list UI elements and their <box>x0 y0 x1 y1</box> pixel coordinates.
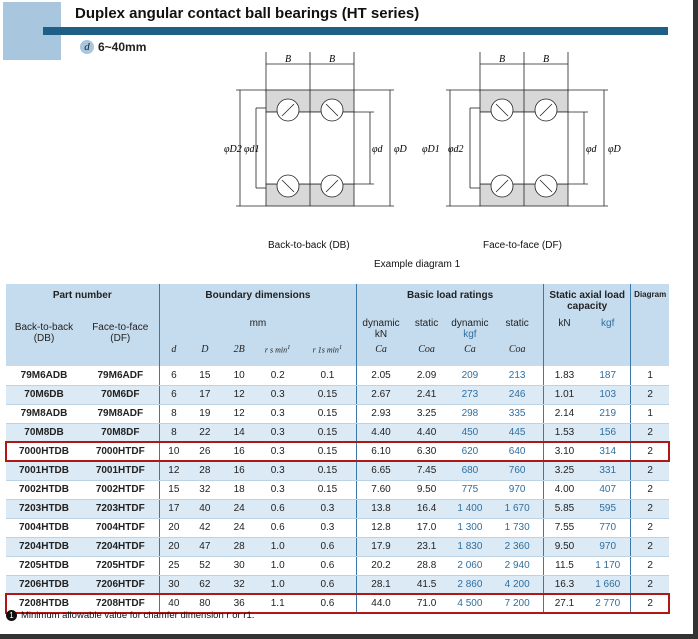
page-title: Duplex angular contact ball bearings (HT series) <box>75 5 420 22</box>
table-cell: 28 <box>188 461 221 480</box>
table-cell: 7001HTDB <box>6 461 82 480</box>
header-coa-kn-group <box>405 318 449 344</box>
header-static-axial: Static axial load capacity <box>543 284 630 318</box>
table-cell: 445 <box>491 423 543 442</box>
table-cell: 4.40 <box>405 423 449 442</box>
table-cell: 70M6DF <box>82 385 159 404</box>
header-static-2: static <box>505 318 529 329</box>
bearing-spec-table <box>6 284 669 614</box>
header-static-1: static <box>414 318 439 329</box>
table-cell: 40 <box>159 594 188 613</box>
table-cell: 1 730 <box>491 518 543 537</box>
table-cell: 7203HTDB <box>6 499 82 518</box>
table-row <box>6 499 669 518</box>
table-cell: 8 <box>159 404 188 423</box>
table-cell: 2 <box>631 594 669 613</box>
table-cell: 0.1 <box>299 366 357 385</box>
table-cell: 1 400 <box>448 499 491 518</box>
table-row <box>6 442 669 461</box>
table-cell: 7208HTDF <box>82 594 159 613</box>
db-label-d: φd <box>372 144 383 155</box>
table-cell: 0.3 <box>257 442 299 461</box>
table-cell: 7000HTDF <box>82 442 159 461</box>
table-cell: 9.50 <box>405 480 449 499</box>
header-sym-rs <box>257 344 299 366</box>
size-range-text: 6~40mm <box>98 40 147 54</box>
table-cell: 0.15 <box>299 442 357 461</box>
table-cell: 20 <box>159 518 188 537</box>
table-cell: 1 170 <box>585 556 631 575</box>
table-cell: 16.4 <box>405 499 449 518</box>
table-cell: 2.09 <box>405 366 449 385</box>
df-label-d: φd <box>586 144 597 155</box>
table-cell: 0.6 <box>257 499 299 518</box>
table-cell: 13.8 <box>357 499 405 518</box>
header-cap-kgf: kgf <box>585 318 631 344</box>
header-sym-d: d <box>159 344 188 366</box>
table-cell: 0.6 <box>299 537 357 556</box>
table-cell: 25 <box>159 556 188 575</box>
d-symbol-badge: d <box>80 40 94 54</box>
table-cell: 0.3 <box>299 518 357 537</box>
db-label-d1: φd1 <box>244 144 260 155</box>
table-cell: 7002HTDB <box>6 480 82 499</box>
table-cell: 760 <box>491 461 543 480</box>
table-cell: 18 <box>222 480 257 499</box>
table-cell: 1.0 <box>257 556 299 575</box>
table-cell: 7.55 <box>543 518 585 537</box>
header-dynamic-2: dynamic <box>451 318 489 329</box>
header-sym-rs-note: 1 <box>287 344 291 351</box>
table-cell: 3.25 <box>543 461 585 480</box>
table-cell: 7205HTDF <box>82 556 159 575</box>
header-basic-load-title: Basic load ratings <box>407 290 494 301</box>
table-cell: 36 <box>222 594 257 613</box>
example-caption: Example diagram 1 <box>374 259 461 270</box>
table-cell: 79M8ADF <box>82 404 159 423</box>
header-part-number: Part number <box>6 284 159 318</box>
table-cell: 7205HTDB <box>6 556 82 575</box>
table-cell: 2 360 <box>491 537 543 556</box>
db-label-B1: B <box>284 54 292 65</box>
header-sym-rs-text: r s min <box>264 345 288 355</box>
table-cell: 70M8DB <box>6 423 82 442</box>
table-cell: 0.6 <box>299 556 357 575</box>
table-cell: 7204HTDF <box>82 537 159 556</box>
table-cell: 2 <box>631 518 669 537</box>
table-row <box>6 575 669 594</box>
table-cell: 7208HTDB <box>6 594 82 613</box>
header-cap-kn: kN <box>543 318 585 344</box>
header-sym-r1s-text: r 1s min <box>312 345 339 355</box>
footnote-mark: 1 <box>6 610 17 621</box>
header-diagram: Diagram <box>631 284 669 366</box>
table-cell: 2.41 <box>405 385 449 404</box>
table-header <box>6 284 669 366</box>
header-db: Back-to-back (DB) <box>6 318 82 344</box>
table-cell: 16.3 <box>543 575 585 594</box>
table-cell: 2 <box>631 385 669 404</box>
table-cell: 70M8DF <box>82 423 159 442</box>
db-label-B2: B <box>328 54 336 65</box>
table-cell: 331 <box>585 461 631 480</box>
table-cell: 2 <box>631 575 669 594</box>
df-label-B2: B <box>542 54 550 65</box>
table-cell: 23.1 <box>405 537 449 556</box>
table-cell: 19 <box>188 404 221 423</box>
table-cell: 1 300 <box>448 518 491 537</box>
db-caption: Back-to-back (DB) <box>268 240 350 251</box>
table-cell: 2 <box>631 556 669 575</box>
table-cell: 10 <box>222 366 257 385</box>
size-range <box>80 40 146 54</box>
header-dynamic-1: dynamic <box>362 318 400 329</box>
footnote <box>6 610 254 621</box>
table-cell: 28.1 <box>357 575 405 594</box>
table-cell: 7004HTDB <box>6 518 82 537</box>
table-cell: 2 <box>631 423 669 442</box>
table-cell: 2 <box>631 499 669 518</box>
table-cell: 0.15 <box>299 480 357 499</box>
table-cell: 1 830 <box>448 537 491 556</box>
table-cell: 7206HTDF <box>82 575 159 594</box>
table-cell: 12 <box>222 404 257 423</box>
df-label-D: φD <box>608 144 621 155</box>
table-cell: 219 <box>585 404 631 423</box>
table-cell: 17.0 <box>405 518 449 537</box>
table-cell: 7203HTDF <box>82 499 159 518</box>
table-cell: 79M6ADF <box>82 366 159 385</box>
header-ca-kn-group <box>357 318 405 344</box>
table-row <box>6 518 669 537</box>
table-cell: 103 <box>585 385 631 404</box>
df-diagram <box>414 52 634 242</box>
table-cell: 47 <box>188 537 221 556</box>
table-cell: 7000HTDB <box>6 442 82 461</box>
table-cell: 314 <box>585 442 631 461</box>
table-cell: 32 <box>188 480 221 499</box>
table-cell: 24 <box>222 518 257 537</box>
table-cell: 71.0 <box>405 594 449 613</box>
table-cell: 7001HTDF <box>82 461 159 480</box>
table-cell: 7 200 <box>491 594 543 613</box>
table-cell: 0.6 <box>299 575 357 594</box>
table-cell: 2.93 <box>357 404 405 423</box>
table-cell: 12 <box>159 461 188 480</box>
table-cell: 27.1 <box>543 594 585 613</box>
table-cell: 79M6ADB <box>6 366 82 385</box>
table-cell: 26 <box>188 442 221 461</box>
table-cell: 0.15 <box>299 461 357 480</box>
table-cell: 80 <box>188 594 221 613</box>
table-cell: 2 940 <box>491 556 543 575</box>
header-mm: mm <box>159 318 357 344</box>
table-cell: 970 <box>491 480 543 499</box>
header-sym-2B: 2B <box>222 344 257 366</box>
table-cell: 595 <box>585 499 631 518</box>
table-cell: 6.65 <box>357 461 405 480</box>
table-cell: 14 <box>222 423 257 442</box>
table-cell: 298 <box>448 404 491 423</box>
table-row <box>6 366 669 385</box>
table-cell: 2 <box>631 537 669 556</box>
table-cell: 2 060 <box>448 556 491 575</box>
table-cell: 209 <box>448 366 491 385</box>
table-cell: 0.15 <box>299 404 357 423</box>
table-cell: 2 860 <box>448 575 491 594</box>
table-cell: 2 <box>631 480 669 499</box>
table-cell: 6.10 <box>357 442 405 461</box>
title-rule <box>43 27 668 35</box>
table-cell: 4 500 <box>448 594 491 613</box>
table-cell: 32 <box>222 575 257 594</box>
header-coa-kgf-group <box>491 318 543 344</box>
table-cell: 8 <box>159 423 188 442</box>
table-cell: 0.6 <box>257 518 299 537</box>
table-cell: 42 <box>188 518 221 537</box>
table-cell: 7002HTDF <box>82 480 159 499</box>
table-cell: 0.3 <box>257 461 299 480</box>
table-cell: 6 <box>159 385 188 404</box>
table-cell: 7.45 <box>405 461 449 480</box>
table-cell: 7204HTDB <box>6 537 82 556</box>
db-label-D2: φD2 <box>224 144 242 155</box>
header-sym-r1s-note: 1 <box>338 344 343 351</box>
table-cell: 2 770 <box>585 594 631 613</box>
table-cell: 7.60 <box>357 480 405 499</box>
table-cell: 12.8 <box>357 518 405 537</box>
header-sym-coa2: Coa <box>491 344 543 366</box>
table-cell: 22 <box>188 423 221 442</box>
table-cell: 4 200 <box>491 575 543 594</box>
table-cell: 17.9 <box>357 537 405 556</box>
table-cell: 640 <box>491 442 543 461</box>
table-cell: 16 <box>222 461 257 480</box>
table-cell: 28.8 <box>405 556 449 575</box>
table-cell: 0.2 <box>257 366 299 385</box>
table-cell: 450 <box>448 423 491 442</box>
table-cell: 407 <box>585 480 631 499</box>
header-basic-load <box>357 284 544 318</box>
table-cell: 10 <box>159 442 188 461</box>
table-cell: 7206HTDB <box>6 575 82 594</box>
table-cell: 30 <box>159 575 188 594</box>
header-sym-D: D <box>188 344 221 366</box>
header-sym-ca: Ca <box>357 344 405 366</box>
table-row <box>6 556 669 575</box>
header-sym-r1s <box>299 344 357 366</box>
table-cell: 1 <box>631 404 669 423</box>
table-row <box>6 537 669 556</box>
db-diagram <box>200 52 420 242</box>
table-row <box>6 404 669 423</box>
table-row <box>6 480 669 499</box>
table-cell: 0.3 <box>257 385 299 404</box>
table-cell: 4.00 <box>543 480 585 499</box>
table-cell: 28 <box>222 537 257 556</box>
table-cell: 1.0 <box>257 575 299 594</box>
table-cell: 62 <box>188 575 221 594</box>
header-sym-ca2: Ca <box>448 344 491 366</box>
df-caption: Face-to-face (DF) <box>483 240 562 251</box>
header-sym-coa: Coa <box>405 344 449 366</box>
table-cell: 0.3 <box>257 404 299 423</box>
table-cell: 0.3 <box>257 423 299 442</box>
table-cell: 12 <box>222 385 257 404</box>
table-cell: 70M6DB <box>6 385 82 404</box>
table-cell: 1 670 <box>491 499 543 518</box>
table-cell: 335 <box>491 404 543 423</box>
table-cell: 970 <box>585 537 631 556</box>
table-cell: 0.6 <box>299 594 357 613</box>
table-cell: 2.67 <box>357 385 405 404</box>
table-cell: 187 <box>585 366 631 385</box>
table-row <box>6 423 669 442</box>
header-boundary: Boundary dimensions <box>159 284 357 318</box>
table-row <box>6 385 669 404</box>
table-cell: 17 <box>188 385 221 404</box>
table-cell: 17 <box>159 499 188 518</box>
table-cell: 0.3 <box>257 480 299 499</box>
table-cell: 6.30 <box>405 442 449 461</box>
table-cell: 79M8ADB <box>6 404 82 423</box>
table-cell: 41.5 <box>405 575 449 594</box>
table-cell: 20 <box>159 537 188 556</box>
table-cell: 11.5 <box>543 556 585 575</box>
table-cell: 1 <box>631 366 669 385</box>
table-cell: 0.15 <box>299 385 357 404</box>
header-kgf-1: kgf <box>463 329 477 340</box>
table-cell: 6 <box>159 366 188 385</box>
table-cell: 9.50 <box>543 537 585 556</box>
table-cell: 1.0 <box>257 537 299 556</box>
table-cell: 1 660 <box>585 575 631 594</box>
table-cell: 1.01 <box>543 385 585 404</box>
table-cell: 16 <box>222 442 257 461</box>
df-label-B1: B <box>498 54 506 65</box>
header-kn-1: kN <box>374 329 388 340</box>
table-cell: 2.05 <box>357 366 405 385</box>
table-cell: 15 <box>159 480 188 499</box>
table-cell: 770 <box>585 518 631 537</box>
table-cell: 30 <box>222 556 257 575</box>
table-cell: 7004HTDF <box>82 518 159 537</box>
table-cell: 680 <box>448 461 491 480</box>
table-cell: 2 <box>631 461 669 480</box>
table-cell: 40 <box>188 499 221 518</box>
table-cell: 0.3 <box>299 499 357 518</box>
table-cell: 0.15 <box>299 423 357 442</box>
table-cell: 775 <box>448 480 491 499</box>
table-cell: 1.53 <box>543 423 585 442</box>
table-cell: 4.40 <box>357 423 405 442</box>
db-label-D: φD <box>394 144 407 155</box>
header-df: Face-to-face (DF) <box>82 318 159 344</box>
table-row <box>6 461 669 480</box>
table-cell: 246 <box>491 385 543 404</box>
table-cell: 52 <box>188 556 221 575</box>
table-cell: 2 <box>631 442 669 461</box>
table-cell: 44.0 <box>357 594 405 613</box>
table-cell: 20.2 <box>357 556 405 575</box>
table-cell: 5.85 <box>543 499 585 518</box>
df-label-D1: φD1 <box>422 144 440 155</box>
table-cell: 15 <box>188 366 221 385</box>
df-label-d2: φd2 <box>448 144 464 155</box>
table-cell: 3.25 <box>405 404 449 423</box>
table-cell: 1.1 <box>257 594 299 613</box>
table-cell: 213 <box>491 366 543 385</box>
table-cell: 2.14 <box>543 404 585 423</box>
table-cell: 620 <box>448 442 491 461</box>
header-ca-kgf-group <box>448 318 491 344</box>
table-cell: 24 <box>222 499 257 518</box>
table-body <box>6 366 669 613</box>
table-cell: 1.83 <box>543 366 585 385</box>
table-cell: 3.10 <box>543 442 585 461</box>
footnote-text: Minimum allowable value for chamfer dimension r or r1. <box>21 610 255 621</box>
table-cell: 156 <box>585 423 631 442</box>
table-cell: 273 <box>448 385 491 404</box>
